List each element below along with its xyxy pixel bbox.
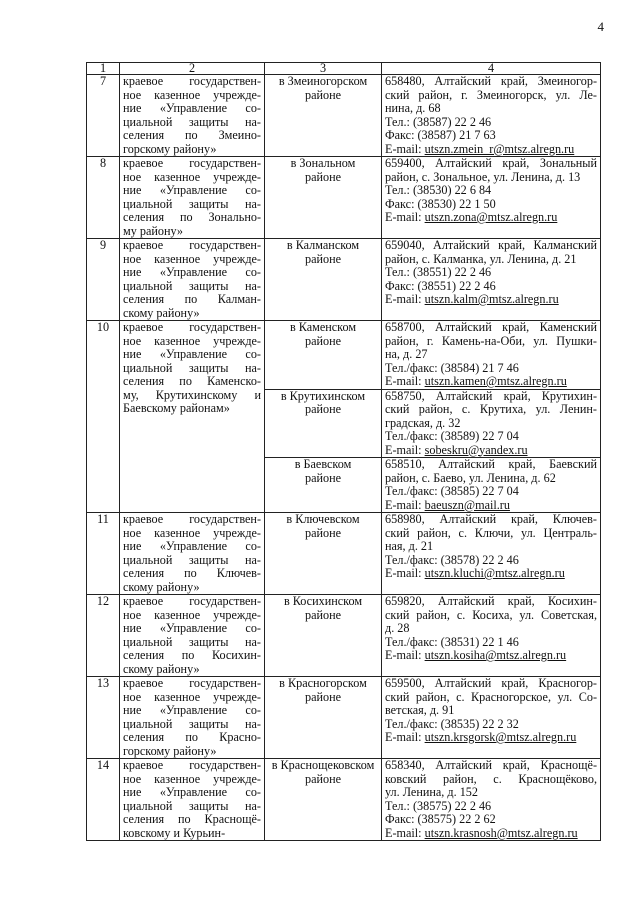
address-line: 659040, Алтайский край, Калманский xyxy=(385,239,597,252)
offices-table xyxy=(86,62,601,841)
district-line: районе xyxy=(304,772,342,786)
header-cell: 1 xyxy=(87,63,120,75)
address-line: 658480, Алтайский край, Змеиногор- xyxy=(385,75,597,88)
district-name xyxy=(265,458,382,513)
address-line: ная, д. 21 xyxy=(385,540,434,553)
district-line: в Баевском xyxy=(294,458,352,471)
organization-line: краевое государствен- xyxy=(123,595,261,608)
organization-line: краевое государствен- xyxy=(123,513,261,526)
phone-line: Факс: (38551) 22 2 46 xyxy=(385,279,496,293)
email-label: E-mail: xyxy=(385,826,425,840)
organization-name xyxy=(120,513,265,595)
email-line xyxy=(385,499,597,513)
contact-info xyxy=(382,157,601,239)
district-line: в Косихинском xyxy=(283,595,363,608)
organization-name xyxy=(120,239,265,321)
table-row xyxy=(87,513,601,595)
organization-name xyxy=(120,677,265,759)
table-row xyxy=(87,677,601,759)
district-line: районе xyxy=(304,403,342,416)
organization-line: ние «Управление со- xyxy=(123,622,261,635)
organization-line: ное казенное учрежде- xyxy=(123,252,261,266)
email-line xyxy=(385,567,597,581)
district-line: районе xyxy=(304,334,342,348)
contact-info xyxy=(382,677,601,759)
organization-line: ние «Управление со- xyxy=(123,704,261,717)
district-name xyxy=(265,677,382,759)
email-link[interactable]: sobeskru@yandex.ru xyxy=(424,443,528,457)
organization-line: скому району» xyxy=(123,662,200,676)
address-line: район, с. Зональное, ул. Ленина, д. 13 xyxy=(385,170,581,184)
organization-line: селения по Калман- xyxy=(123,293,261,306)
contact-info xyxy=(382,759,601,841)
email-line xyxy=(385,375,597,389)
contact-info xyxy=(382,239,601,321)
organization-line: селения по Каменско- xyxy=(123,375,261,388)
organization-line: ное казенное учрежде- xyxy=(123,526,261,540)
organization-line: краевое государствен- xyxy=(123,677,261,690)
email-label: E-mail: xyxy=(385,731,425,744)
phone-line: Тел./факс: (38585) 22 7 04 xyxy=(385,485,519,498)
organization-line: ние «Управление со- xyxy=(123,786,261,799)
organization-line: ние «Управление со- xyxy=(123,348,261,361)
address-line: градская, д. 32 xyxy=(385,416,461,430)
organization-line: ное казенное учрежде- xyxy=(123,88,261,102)
table-row xyxy=(87,759,601,841)
organization-line: циальной защиты на- xyxy=(123,635,261,649)
phone-line: Тел.: (38587) 22 2 46 xyxy=(385,115,492,129)
phone-line: Факс: (38575) 22 2 62 xyxy=(385,813,496,826)
organization-line: му, Крутихинскому и xyxy=(123,388,261,402)
contact-info xyxy=(382,513,601,595)
email-line xyxy=(385,731,597,745)
email-link[interactable]: baeuszn@mail.ru xyxy=(424,498,510,512)
email-label: E-mail: xyxy=(385,649,425,662)
address-line: ский район, с. Красногорское, ул. Со- xyxy=(385,690,597,704)
contact-info xyxy=(382,75,601,157)
email-link[interactable]: utszn.kosiha@mtsz.alregn.ru xyxy=(424,649,567,662)
organization-line: циальной защиты на- xyxy=(123,279,261,293)
phone-line: Тел./факс: (38578) 22 2 46 xyxy=(385,553,519,567)
district-line: районе xyxy=(304,252,342,266)
email-line xyxy=(385,293,597,307)
organization-line: горскому району» xyxy=(123,744,217,758)
phone-line: Тел./факс: (38535) 22 2 32 xyxy=(385,717,519,731)
table-row xyxy=(87,75,601,157)
organization-line: Баевскому районам» xyxy=(123,402,230,415)
header-cell: 2 xyxy=(120,63,265,75)
organization-line: ное казенное учрежде- xyxy=(123,334,261,348)
address-line: нина, д. 68 xyxy=(385,102,441,115)
row-number: 10 xyxy=(87,321,120,513)
district-name xyxy=(265,389,382,458)
email-link[interactable]: utszn.kamen@mtsz.alregn.ru xyxy=(424,375,567,388)
organization-line: циальной защиты на- xyxy=(123,553,261,567)
email-link[interactable]: utszn.kluchi@mtsz.alregn.ru xyxy=(424,567,565,580)
organization-line: ное казенное учрежде- xyxy=(123,608,261,622)
district-line: в Каменском xyxy=(289,321,357,334)
organization-line: ние «Управление со- xyxy=(123,102,261,115)
row-number: 14 xyxy=(87,759,120,841)
organization-line: циальной защиты на- xyxy=(123,197,261,211)
district-line: районе xyxy=(304,88,342,102)
row-number: 11 xyxy=(87,513,120,595)
organization-name xyxy=(120,75,265,157)
address-line: ский район, г. Змеиногорск, ул. Ле- xyxy=(385,88,597,102)
organization-name xyxy=(120,759,265,841)
district-line: районе xyxy=(304,608,342,622)
address-line: ул. Ленина, д. 152 xyxy=(385,786,478,799)
table-row xyxy=(87,157,601,239)
organization-line: краевое государствен- xyxy=(123,759,261,772)
email-link[interactable]: utszn.krasnosh@mtsz.alregn.ru xyxy=(424,826,578,840)
address-line: 658980, Алтайский край, Ключев- xyxy=(385,513,597,526)
table-row xyxy=(87,321,601,390)
email-label: E-mail: xyxy=(385,142,425,156)
address-line: 658510, Алтайский край, Баевский xyxy=(385,458,597,471)
phone-line: Тел./факс: (38584) 21 7 46 xyxy=(385,361,519,375)
address-line: 658750, Алтайский край, Крутихин- xyxy=(385,389,597,403)
address-line: ковский район, с. Краснощёково, xyxy=(385,772,597,786)
address-line: 659400, Алтайский край, Зональный xyxy=(385,157,597,170)
email-line xyxy=(385,444,597,458)
organization-line: циальной защиты на- xyxy=(123,361,261,375)
table-header-row xyxy=(87,63,601,75)
email-link[interactable]: utszn.krsgorsk@mtsz.alregn.ru xyxy=(424,731,577,744)
district-name xyxy=(265,513,382,595)
district-name xyxy=(265,321,382,390)
organization-line: циальной защиты на- xyxy=(123,717,261,731)
district-line: в Ключевском xyxy=(286,513,360,526)
phone-line: Факс: (38530) 22 1 50 xyxy=(385,197,496,211)
organization-line: ние «Управление со- xyxy=(123,540,261,553)
district-line: районе xyxy=(304,526,342,540)
phone-line: Тел.: (38530) 22 6 84 xyxy=(385,184,492,197)
address-line: район, г. Камень-на-Оби, ул. Пушки- xyxy=(385,334,597,348)
address-line: на, д. 27 xyxy=(385,348,428,361)
organization-line: скому району» xyxy=(123,580,200,594)
address-line: ский район, с. Косиха, ул. Советская, xyxy=(385,608,597,622)
address-line: ветская, д. 91 xyxy=(385,704,455,717)
district-name xyxy=(265,759,382,841)
email-line xyxy=(385,649,597,663)
organization-line: краевое государствен- xyxy=(123,75,261,88)
address-line: 658340, Алтайский край, Краснощё- xyxy=(385,759,597,772)
organization-name xyxy=(120,157,265,239)
organization-line: селения по Косихин- xyxy=(123,649,261,662)
organization-line: ние «Управление со- xyxy=(123,184,261,197)
email-label: E-mail: xyxy=(385,443,425,457)
email-link[interactable]: utszn.kalm@mtsz.alregn.ru xyxy=(424,293,559,306)
contact-info xyxy=(382,458,601,513)
district-line: в Крутихинском xyxy=(280,389,366,403)
email-label: E-mail: xyxy=(385,567,425,580)
address-line: 659500, Алтайский край, Красногор- xyxy=(385,677,597,690)
email-label: E-mail: xyxy=(385,293,425,306)
organization-line: циальной защиты на- xyxy=(123,115,261,129)
organization-line: ное казенное учрежде- xyxy=(123,772,261,786)
organization-line: селения по Краснощё- xyxy=(123,813,261,826)
row-number: 13 xyxy=(87,677,120,759)
organization-line: ние «Управление со- xyxy=(123,266,261,279)
district-line: в Краснощековском xyxy=(271,759,375,772)
district-line: районе xyxy=(304,471,342,485)
contact-info xyxy=(382,389,601,458)
header-cell: 3 xyxy=(265,63,382,75)
organization-line: циальной защиты на- xyxy=(123,799,261,813)
email-line xyxy=(385,827,597,841)
organization-name xyxy=(120,321,265,513)
address-line: ский район, с. Ключи, ул. Централь- xyxy=(385,526,597,540)
organization-line: селения по Ключев- xyxy=(123,567,261,580)
district-line: в Зональном xyxy=(290,157,356,170)
district-line: в Калманском xyxy=(286,239,360,252)
organization-line: ное казенное учрежде- xyxy=(123,170,261,184)
district-line: в Змеиногорском xyxy=(278,75,368,88)
header-cell: 4 xyxy=(382,63,601,75)
address-line: район, с. Калманка, ул. Ленина, д. 21 xyxy=(385,252,577,266)
organization-line: краевое государствен- xyxy=(123,239,261,252)
table-row xyxy=(87,595,601,677)
district-line: в Красногорском xyxy=(279,677,367,690)
district-name xyxy=(265,75,382,157)
row-number: 8 xyxy=(87,157,120,239)
district-name xyxy=(265,595,382,677)
district-line: районе xyxy=(304,690,342,704)
address-line: ский район, с. Крутиха, ул. Ленин- xyxy=(385,403,597,416)
email-link[interactable]: utszn.zona@mtsz.alregn.ru xyxy=(424,211,558,224)
row-number: 12 xyxy=(87,595,120,677)
phone-line: Тел.: (38551) 22 2 46 xyxy=(385,266,492,279)
organization-line: селения по Красно- xyxy=(123,731,261,744)
district-name xyxy=(265,239,382,321)
address-line: 659820, Алтайский край, Косихин- xyxy=(385,595,597,608)
organization-line: краевое государствен- xyxy=(123,157,261,170)
organization-line: ное казенное учрежде- xyxy=(123,690,261,704)
district-name xyxy=(265,157,382,239)
email-line xyxy=(385,143,597,157)
district-line: районе xyxy=(304,170,342,184)
organization-line: селения по Зонально- xyxy=(123,211,261,224)
address-line: д. 28 xyxy=(385,622,410,635)
row-number: 9 xyxy=(87,239,120,321)
address-line: 658700, Алтайский край, Каменский xyxy=(385,321,597,334)
table-row xyxy=(87,239,601,321)
organization-line: краевое государствен- xyxy=(123,321,261,334)
email-link[interactable]: utszn.zmein_r@mtsz.alregn.ru xyxy=(424,142,575,156)
row-number: 7 xyxy=(87,75,120,157)
phone-line: Тел./факс: (38589) 22 7 04 xyxy=(385,430,519,443)
organization-line: ковскому и Курьин- xyxy=(123,826,226,840)
email-label: E-mail: xyxy=(385,498,425,512)
organization-line: му району» xyxy=(123,224,183,238)
organization-line: селения по Змеино- xyxy=(123,129,261,142)
contact-info xyxy=(382,321,601,390)
page-number: 4 xyxy=(597,19,604,34)
organization-line: горскому району» xyxy=(123,142,217,156)
contact-info xyxy=(382,595,601,677)
email-label: E-mail: xyxy=(385,211,425,224)
organization-name xyxy=(120,595,265,677)
email-line xyxy=(385,211,597,225)
phone-line: Тел./факс: (38531) 22 1 46 xyxy=(385,635,519,649)
address-line: район, с. Баево, ул. Ленина, д. 62 xyxy=(385,471,556,485)
email-label: E-mail: xyxy=(385,375,425,388)
phone-line: Тел.: (38575) 22 2 46 xyxy=(385,799,492,813)
phone-line: Факс: (38587) 21 7 63 xyxy=(385,129,496,142)
organization-line: скому району» xyxy=(123,306,200,320)
